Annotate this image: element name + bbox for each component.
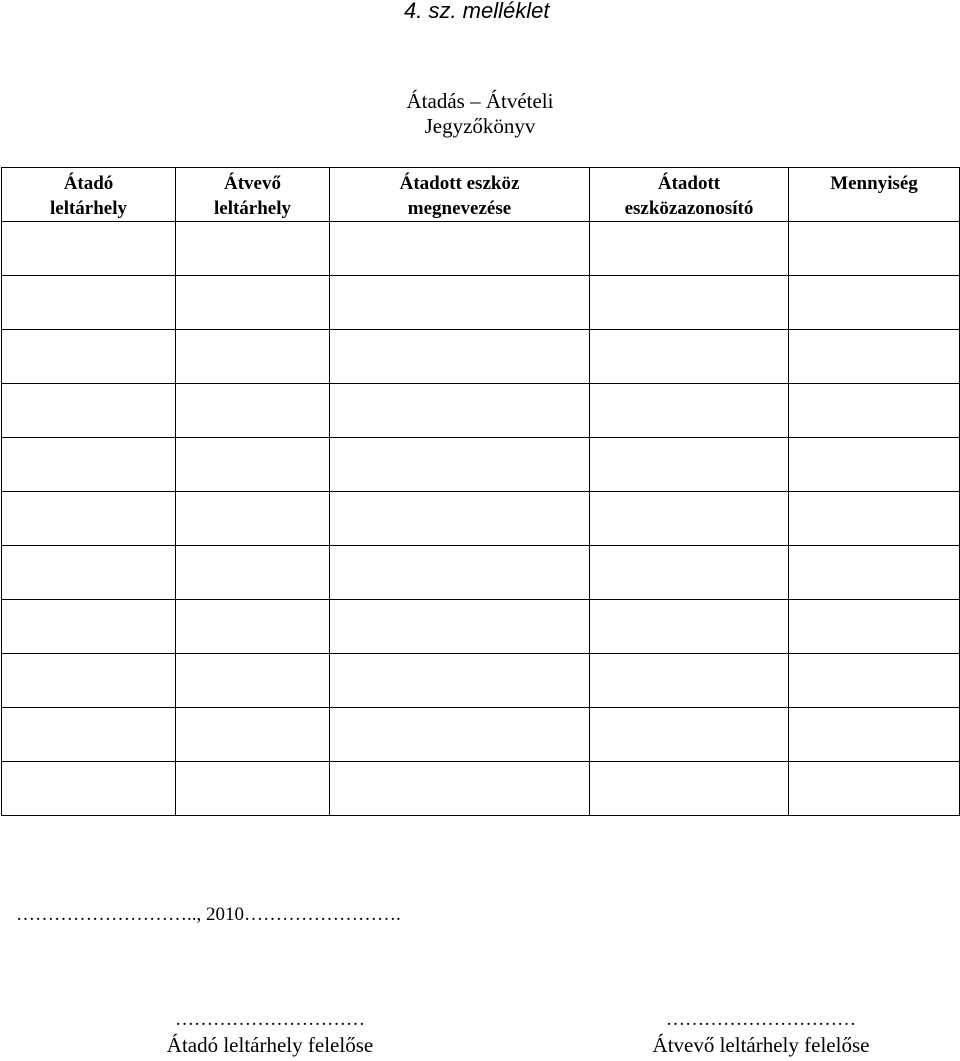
table-cell	[330, 384, 590, 438]
table-cell	[789, 384, 960, 438]
signature-receiver	[636, 1008, 886, 1058]
table-cell	[176, 438, 330, 492]
table-cell	[176, 492, 330, 546]
header-handover-location	[2, 168, 176, 222]
signature-label: Átvevő leltárhely felelőse	[652, 1033, 870, 1057]
table-cell	[2, 654, 176, 708]
table-header-row	[2, 168, 960, 222]
table-cell	[176, 330, 330, 384]
table-cell	[590, 276, 789, 330]
table-cell	[590, 222, 789, 276]
header-text: Átadott	[657, 173, 721, 194]
table-cell	[330, 492, 590, 546]
table-cell	[590, 654, 789, 708]
table-cell	[330, 330, 590, 384]
table-cell	[789, 492, 960, 546]
handover-table	[1, 167, 960, 816]
signature-dots: …………………………	[175, 1009, 365, 1030]
table-cell	[330, 276, 590, 330]
header-receiver-location	[176, 168, 330, 222]
table-cell	[2, 222, 176, 276]
table-cell	[176, 384, 330, 438]
table-row	[2, 438, 960, 492]
header-text: eszközazonosító	[624, 198, 754, 219]
table-cell	[176, 276, 330, 330]
signature-label: Átadó leltárhely felelőse	[166, 1033, 374, 1057]
table-cell	[2, 438, 176, 492]
table-row	[2, 654, 960, 708]
table-cell	[789, 762, 960, 816]
table-cell	[789, 654, 960, 708]
table-row	[2, 762, 960, 816]
table-cell	[2, 546, 176, 600]
table-cell	[590, 330, 789, 384]
table-cell	[789, 222, 960, 276]
table-cell	[176, 600, 330, 654]
table-cell	[590, 708, 789, 762]
table-row	[2, 384, 960, 438]
header-text: Átadó	[63, 173, 114, 194]
signature-dots: …………………………	[666, 1009, 856, 1030]
header-asset-id	[590, 168, 789, 222]
table-cell	[330, 546, 590, 600]
table-cell	[330, 762, 590, 816]
table-row	[2, 330, 960, 384]
table-cell	[330, 654, 590, 708]
table-cell	[590, 438, 789, 492]
table-cell	[330, 600, 590, 654]
signature-handover	[150, 1008, 390, 1058]
title-line-1: Átadás – Átvételi	[406, 89, 554, 113]
table-cell	[2, 276, 176, 330]
document-title	[380, 89, 580, 139]
header-asset-name	[330, 168, 590, 222]
table-row	[2, 276, 960, 330]
table-cell	[789, 330, 960, 384]
header-text: leltárhely	[213, 198, 292, 219]
header-text: Átvevő	[224, 173, 281, 194]
table-cell	[176, 762, 330, 816]
table-row	[2, 222, 960, 276]
table-cell	[2, 330, 176, 384]
table-cell	[789, 438, 960, 492]
table-cell	[176, 654, 330, 708]
table-cell	[2, 384, 176, 438]
table-cell	[176, 546, 330, 600]
table-cell	[590, 384, 789, 438]
table-cell	[330, 708, 590, 762]
table-cell	[789, 600, 960, 654]
table-cell	[330, 438, 590, 492]
table-row	[2, 492, 960, 546]
title-line-2: Jegyzőkönyv	[424, 114, 536, 138]
table-cell	[176, 708, 330, 762]
table-body	[2, 222, 960, 816]
header-text: Átadott eszköz	[399, 173, 520, 194]
place-date-line: ……………………….., 2010…………………….	[16, 904, 401, 925]
table-cell	[2, 492, 176, 546]
table-cell	[590, 600, 789, 654]
table-row	[2, 600, 960, 654]
table-cell	[789, 708, 960, 762]
table-cell	[176, 222, 330, 276]
table-row	[2, 708, 960, 762]
table-cell	[2, 762, 176, 816]
header-text: leltárhely	[49, 198, 128, 219]
table-cell	[590, 492, 789, 546]
table-cell	[2, 600, 176, 654]
annex-label: 4. sz. melléklet	[404, 0, 550, 23]
table-cell	[2, 708, 176, 762]
header-text: Mennyiség	[830, 173, 918, 194]
header-quantity	[789, 168, 960, 222]
table-cell	[590, 546, 789, 600]
table-cell	[789, 546, 960, 600]
table-row	[2, 546, 960, 600]
table-cell	[330, 222, 590, 276]
table-cell	[590, 762, 789, 816]
header-text: megnevezése	[407, 198, 512, 219]
table-cell	[789, 276, 960, 330]
